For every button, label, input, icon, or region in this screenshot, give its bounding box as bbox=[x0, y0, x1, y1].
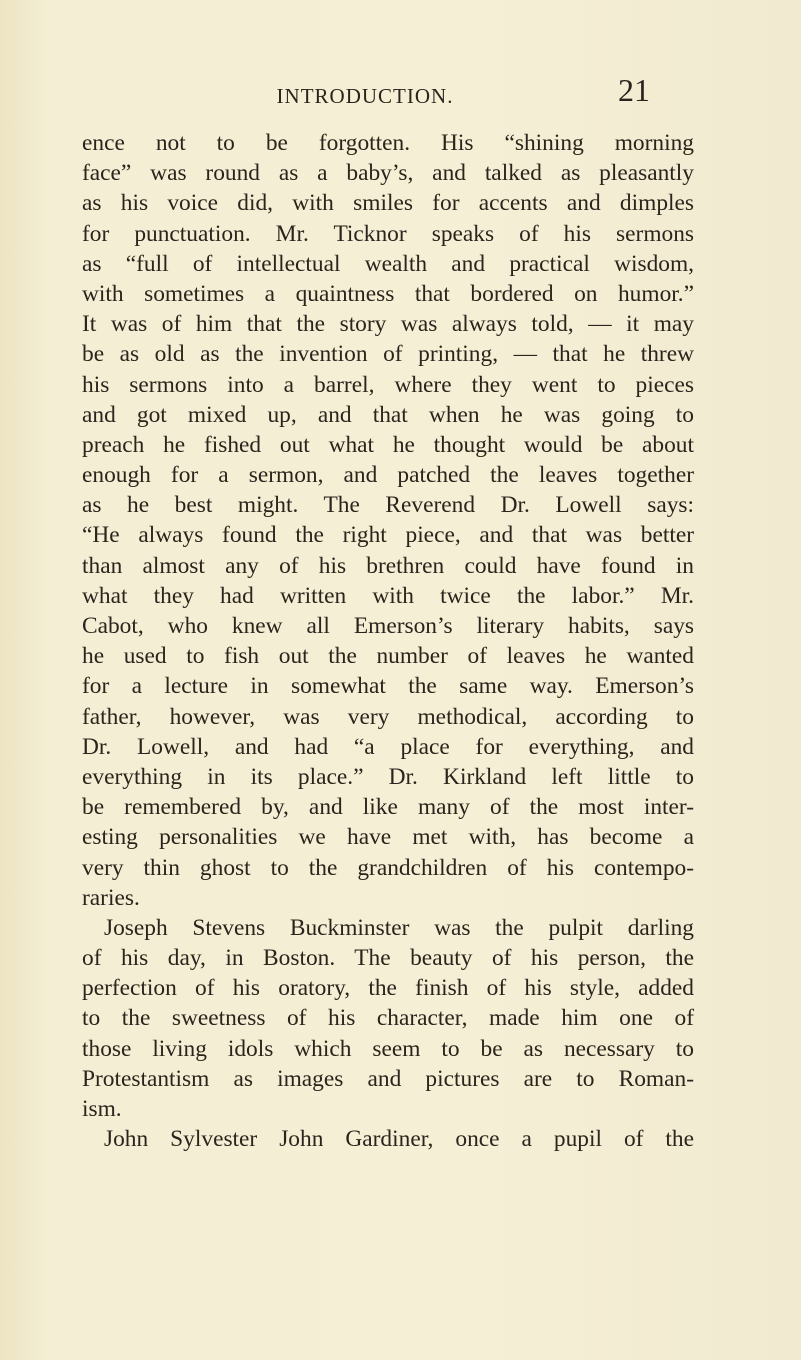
text-line: those living idols which seem to be as necessary to bbox=[82, 1035, 694, 1062]
text-line: ism. bbox=[82, 1096, 122, 1122]
text-line: than almost any of his brethren could have found in bbox=[82, 552, 694, 579]
text-line: what they had written with twice the labor.” Mr. bbox=[82, 582, 694, 609]
text-line: of his day, in Boston. The beauty of his person, the bbox=[82, 945, 694, 972]
text-line: for a lecture in somewhat the same way. Emerson’s bbox=[82, 673, 694, 700]
text-line: to the sweetness of his character, made him one of bbox=[82, 1005, 694, 1032]
running-head-title: INTRODUCTION. bbox=[276, 84, 454, 108]
text-line: face” was round as a baby’s, and talked as pleasantly bbox=[82, 160, 694, 187]
text-line: be remembered by, and like many of the most inter- bbox=[82, 794, 694, 821]
text-line: as he best might. The Reverend Dr. Lowell says: bbox=[82, 492, 694, 519]
running-head bbox=[0, 72, 801, 116]
text-line: ence not to be forgotten. His “shining morning bbox=[82, 130, 694, 156]
text-line: for punctuation. Mr. Ticknor speaks of his sermons bbox=[82, 220, 694, 247]
text-line: as “full of intellectual wealth and practical wisdom, bbox=[82, 250, 694, 277]
text-line: Cabot, who knew all Emerson’s literary habits, says bbox=[82, 613, 694, 639]
text-line: John Sylvester John Gardiner, once a pupil of the bbox=[104, 1126, 694, 1153]
text-line: Protestantism as images and pictures are to Roman- bbox=[82, 1065, 694, 1092]
text-line: esting personalities we have met with, has become a bbox=[82, 824, 694, 851]
page-number: 21 bbox=[618, 72, 650, 108]
text-line: he used to fish out the number of leaves he wanted bbox=[82, 643, 694, 670]
text-line: raries. bbox=[82, 884, 140, 911]
text-line: It was of him that the story was always told, — it may bbox=[82, 311, 694, 338]
text-line: everything in its place.” Dr. Kirkland left little to bbox=[82, 763, 694, 790]
text-line: enough for a sermon, and patched the leaves together bbox=[82, 462, 694, 489]
text-line: as his voice did, with smiles for accents and dimples bbox=[82, 190, 694, 217]
text-line: and got mixed up, and that when he was going to bbox=[82, 401, 694, 428]
text-line: very thin ghost to the grandchildren of his contempo- bbox=[82, 854, 694, 881]
text-line: with sometimes a quaintness that bordered on humor.” bbox=[82, 280, 694, 307]
text-line: preach he fished out what he thought would be about bbox=[82, 431, 694, 458]
text-line: father, however, was very methodical, according to bbox=[82, 703, 694, 730]
body-text bbox=[82, 128, 694, 1154]
text-line: Dr. Lowell, and had “a place for everything, and bbox=[82, 733, 694, 760]
text-line: Joseph Stevens Buckminster was the pulpit darling bbox=[104, 914, 694, 941]
text-line: perfection of his oratory, the finish of his style, added bbox=[82, 975, 694, 1002]
text-line: his sermons into a barrel, where they went to pieces bbox=[82, 371, 694, 398]
text-line: be as old as the invention of printing, — that he threw bbox=[82, 341, 694, 368]
text-line: “He always found the right piece, and that was better bbox=[82, 522, 694, 549]
